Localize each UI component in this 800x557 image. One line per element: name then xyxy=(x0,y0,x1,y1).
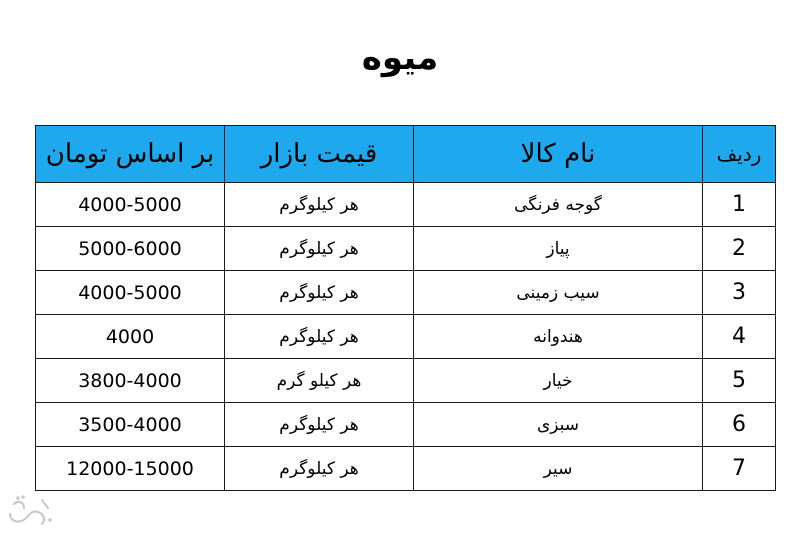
row-market: هر کیلوگرم xyxy=(225,271,414,315)
row-name: هندوانه xyxy=(414,315,703,359)
row-price: 4000-5000 xyxy=(36,183,225,227)
row-price: 3500-4000 xyxy=(36,403,225,447)
row-name: پیاز xyxy=(414,227,703,271)
row-market: هر کیلوگرم xyxy=(225,403,414,447)
table-row xyxy=(36,359,776,403)
row-price: 3800-4000 xyxy=(36,359,225,403)
table-row xyxy=(36,447,776,491)
page-title: میوه xyxy=(361,38,439,78)
row-index: 5 xyxy=(703,359,776,403)
row-price: 12000-15000 xyxy=(36,447,225,491)
table-row xyxy=(36,227,776,271)
row-market: هر کیلوگرم xyxy=(225,447,414,491)
row-market: هر کیلوگرم xyxy=(225,183,414,227)
row-price: 4000-5000 xyxy=(36,271,225,315)
row-index: 7 xyxy=(703,447,776,491)
row-index: 4 xyxy=(703,315,776,359)
header-index: ردیف xyxy=(703,126,776,183)
header-name: نام کالا xyxy=(414,126,703,183)
tasnim-logo-icon xyxy=(4,492,56,532)
price-table xyxy=(35,125,776,491)
row-price: 4000 xyxy=(36,315,225,359)
row-index: 3 xyxy=(703,271,776,315)
table-header-row xyxy=(36,126,776,183)
row-name: گوجه فرنگی xyxy=(414,183,703,227)
row-price: 5000-6000 xyxy=(36,227,225,271)
table-row xyxy=(36,403,776,447)
row-market: هر کیلوگرم xyxy=(225,227,414,271)
row-market: هر کیلوگرم xyxy=(225,315,414,359)
header-market: قیمت بازار xyxy=(225,126,414,183)
row-name: خیار xyxy=(414,359,703,403)
row-index: 1 xyxy=(703,183,776,227)
row-index: 6 xyxy=(703,403,776,447)
header-price: بر اساس تومان xyxy=(36,126,225,183)
row-name: سیب زمینی xyxy=(414,271,703,315)
table-row xyxy=(36,183,776,227)
row-name: سبزی xyxy=(414,403,703,447)
row-market: هر کیلو گرم xyxy=(225,359,414,403)
table-row xyxy=(36,315,776,359)
row-index: 2 xyxy=(703,227,776,271)
row-name: سیر xyxy=(414,447,703,491)
table-row xyxy=(36,271,776,315)
